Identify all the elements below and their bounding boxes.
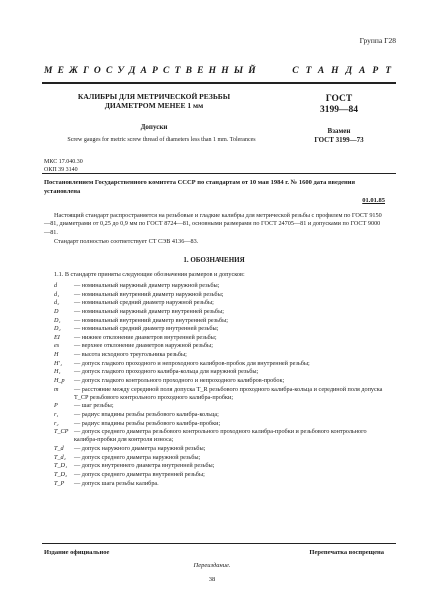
section-heading: 1. ОБОЗНАЧЕНИЯ bbox=[183, 256, 245, 264]
definition-symbol: es bbox=[54, 342, 60, 350]
definition-text: — допуск среднего диаметра резьбового контрольного проходного калибра-пробки и резьбового контрольного калибра-пробки для контроля износа; bbox=[74, 428, 367, 444]
decree-text: Постановлением Государственного комитета СССР по стандартам от 10 мая 1984 г. № 1600 дата введения установлена bbox=[44, 179, 355, 195]
definition-symbol: P bbox=[54, 402, 58, 410]
definition-item bbox=[54, 308, 384, 316]
definition-symbol: H₁ bbox=[54, 368, 61, 376]
mks-code: МКС 17.040.30 bbox=[44, 159, 83, 165]
definition-symbol: T_CP bbox=[54, 428, 69, 436]
definition-text: — номинальный средний диаметр внутренней резьбы; bbox=[74, 325, 219, 333]
definition-text: — допуск гладкого контрольного проходного и непроходного калибров-пробок; bbox=[74, 377, 285, 385]
reprint-notice: Перепечатка воспрещена bbox=[309, 549, 384, 556]
decree-divider bbox=[42, 173, 396, 174]
reissue-label: Переиздание. bbox=[193, 562, 231, 569]
definition-item bbox=[54, 351, 384, 359]
definition-symbol: H_p bbox=[54, 377, 65, 385]
edition-label: Издание официальное bbox=[44, 549, 110, 556]
definition-item bbox=[54, 428, 384, 444]
definition-symbol: T_d bbox=[54, 445, 64, 453]
definition-item bbox=[54, 317, 384, 325]
definition-item bbox=[54, 471, 384, 479]
title-line-2: ДИАМЕТРОМ МЕНЕЕ 1 мм bbox=[104, 101, 204, 110]
definition-item bbox=[54, 377, 384, 385]
definition-item bbox=[54, 291, 384, 299]
definition-item bbox=[54, 325, 384, 333]
definition-item bbox=[54, 282, 384, 290]
title-line-1: КАЛИБРЫ ДЛЯ МЕТРИЧЕСКОЙ РЕЗЬБЫ bbox=[77, 92, 231, 101]
definition-text: — верхнее отклонение диаметров наружной резьбы; bbox=[74, 342, 213, 350]
definition-text: — допуск внутреннего диаметра внутренней резьбы; bbox=[74, 462, 215, 470]
definition-text: — допуск гладкого проходного калибра-кольца для наружной резьбы; bbox=[74, 368, 259, 376]
definition-symbol: D₂ bbox=[54, 325, 61, 333]
effective-date: 01.01.85 bbox=[362, 197, 385, 204]
definition-item bbox=[54, 360, 384, 368]
replaces-label: Взамен bbox=[327, 127, 351, 135]
okp-code: ОКП 39 3140 bbox=[44, 167, 78, 173]
gost-number: 3199—84 bbox=[320, 105, 358, 115]
definition-item bbox=[54, 342, 384, 350]
definition-text: — высота исходного треугольника резьбы; bbox=[74, 351, 187, 359]
definition-symbol: D bbox=[54, 307, 59, 315]
definition-text: — радиус впадины резьбы резьбового калибра-кольца; bbox=[74, 411, 219, 419]
definition-text: — номинальный наружный диаметр наружной резьбы; bbox=[74, 282, 220, 289]
definition-symbol: T_D₁ bbox=[54, 462, 68, 470]
definition-symbol: H′₁ bbox=[54, 359, 62, 367]
definition-symbol: T_D₂ bbox=[54, 471, 68, 478]
definition-item bbox=[54, 334, 384, 342]
gost-designation bbox=[294, 94, 384, 116]
definition-text: — номинальный внутренний диаметр наружной резьбы; bbox=[74, 290, 224, 298]
definition-symbol: T_d₂ bbox=[54, 453, 66, 461]
definition-text: — расстояние между серединой поля допуска T_R резьбового проходного калибра-кольца и серединой поля допуска T_CP резьбового контрольного проходного калибра-пробки; bbox=[74, 385, 383, 401]
section-intro: 1.1. В стандарте приняты следующие обозначения размеров и допусков: bbox=[54, 271, 245, 278]
definition-text: — номинальный средний диаметр наружной резьбы; bbox=[74, 299, 214, 307]
definition-text: — допуск среднего диаметра наружной резьбы; bbox=[74, 453, 201, 461]
definition-text: — шаг резьбы; bbox=[74, 402, 114, 410]
document-subtitle: Допуски bbox=[140, 123, 168, 131]
definition-item bbox=[54, 402, 384, 410]
definition-item bbox=[54, 420, 384, 428]
replaces-block bbox=[294, 127, 384, 145]
gost-label: ГОСТ bbox=[325, 94, 353, 104]
definition-symbol: D₁ bbox=[54, 316, 61, 324]
definition-symbol: d bbox=[54, 282, 58, 289]
definition-item bbox=[54, 480, 384, 488]
english-title: Screw gauges for metric screw thread of diameters less than 1 mm. Tolerances bbox=[67, 137, 256, 143]
definition-text: — допуск среднего диаметра внутренней резьбы; bbox=[74, 471, 205, 478]
banner-word-standard: СТАНДАРТ bbox=[292, 66, 398, 76]
standard-banner bbox=[44, 66, 398, 76]
definition-symbol: m bbox=[54, 385, 59, 393]
definition-item bbox=[54, 386, 384, 402]
definitions-list bbox=[54, 282, 384, 488]
definition-item bbox=[54, 299, 384, 307]
definition-item bbox=[54, 462, 384, 470]
classification-codes bbox=[44, 158, 83, 174]
definition-symbol: r₂ bbox=[54, 419, 59, 427]
footer-divider bbox=[42, 543, 396, 544]
group-code: Группа Г28 bbox=[359, 36, 396, 45]
definition-text: — допуск наружного диаметра наружной резьбы; bbox=[74, 445, 206, 453]
banner-word-interstate: МЕЖГОСУДАРСТВЕННЫЙ bbox=[44, 66, 261, 76]
conformity-paragraph: Стандарт полностью соответствует СТ СЭВ 4136—83. bbox=[54, 238, 199, 245]
definition-symbol: T_P bbox=[54, 479, 65, 487]
definition-symbol: d₂ bbox=[54, 299, 60, 307]
definition-text: — номинальный наружный диаметр внутренней резьбы; bbox=[74, 307, 224, 315]
page-number: 38 bbox=[208, 576, 216, 583]
definition-text: — допуск шага резьбы калибра. bbox=[74, 479, 159, 487]
replaces-value: ГОСТ 3199—73 bbox=[314, 136, 364, 144]
definition-symbol: r₁ bbox=[54, 411, 59, 419]
definition-text: — допуск гладкого проходного и непроходного калибров-пробок для внутренней резьбы; bbox=[74, 359, 310, 367]
definition-symbol: d₁ bbox=[54, 290, 60, 298]
definition-item bbox=[54, 368, 384, 376]
definition-item bbox=[54, 454, 384, 462]
definition-item bbox=[54, 445, 384, 453]
definition-text: — нижнее отклонение диаметров внутренней резьбы; bbox=[74, 333, 217, 341]
definition-symbol: H bbox=[54, 351, 59, 359]
scope-paragraph: Настоящий стандарт распространяется на резьбовые и гладкие калибры для метрической резьбы с профилем по ГОСТ 9150—81, диаметрами от 0,25 до 0,9 мм по ГОСТ 8724—81, основными размерами по ГОСТ 24705—81 и допусками по ГОСТ 9000—81. bbox=[44, 212, 382, 236]
definition-text: — номинальный внутренний диаметр внутренней резьбы; bbox=[74, 316, 229, 324]
definition-item bbox=[54, 411, 384, 419]
document-title bbox=[44, 92, 264, 110]
definition-symbol: EI bbox=[54, 333, 60, 341]
top-divider bbox=[42, 82, 396, 84]
definition-text: — радиус впадины резьбы резьбового калибра-пробки; bbox=[74, 419, 221, 427]
